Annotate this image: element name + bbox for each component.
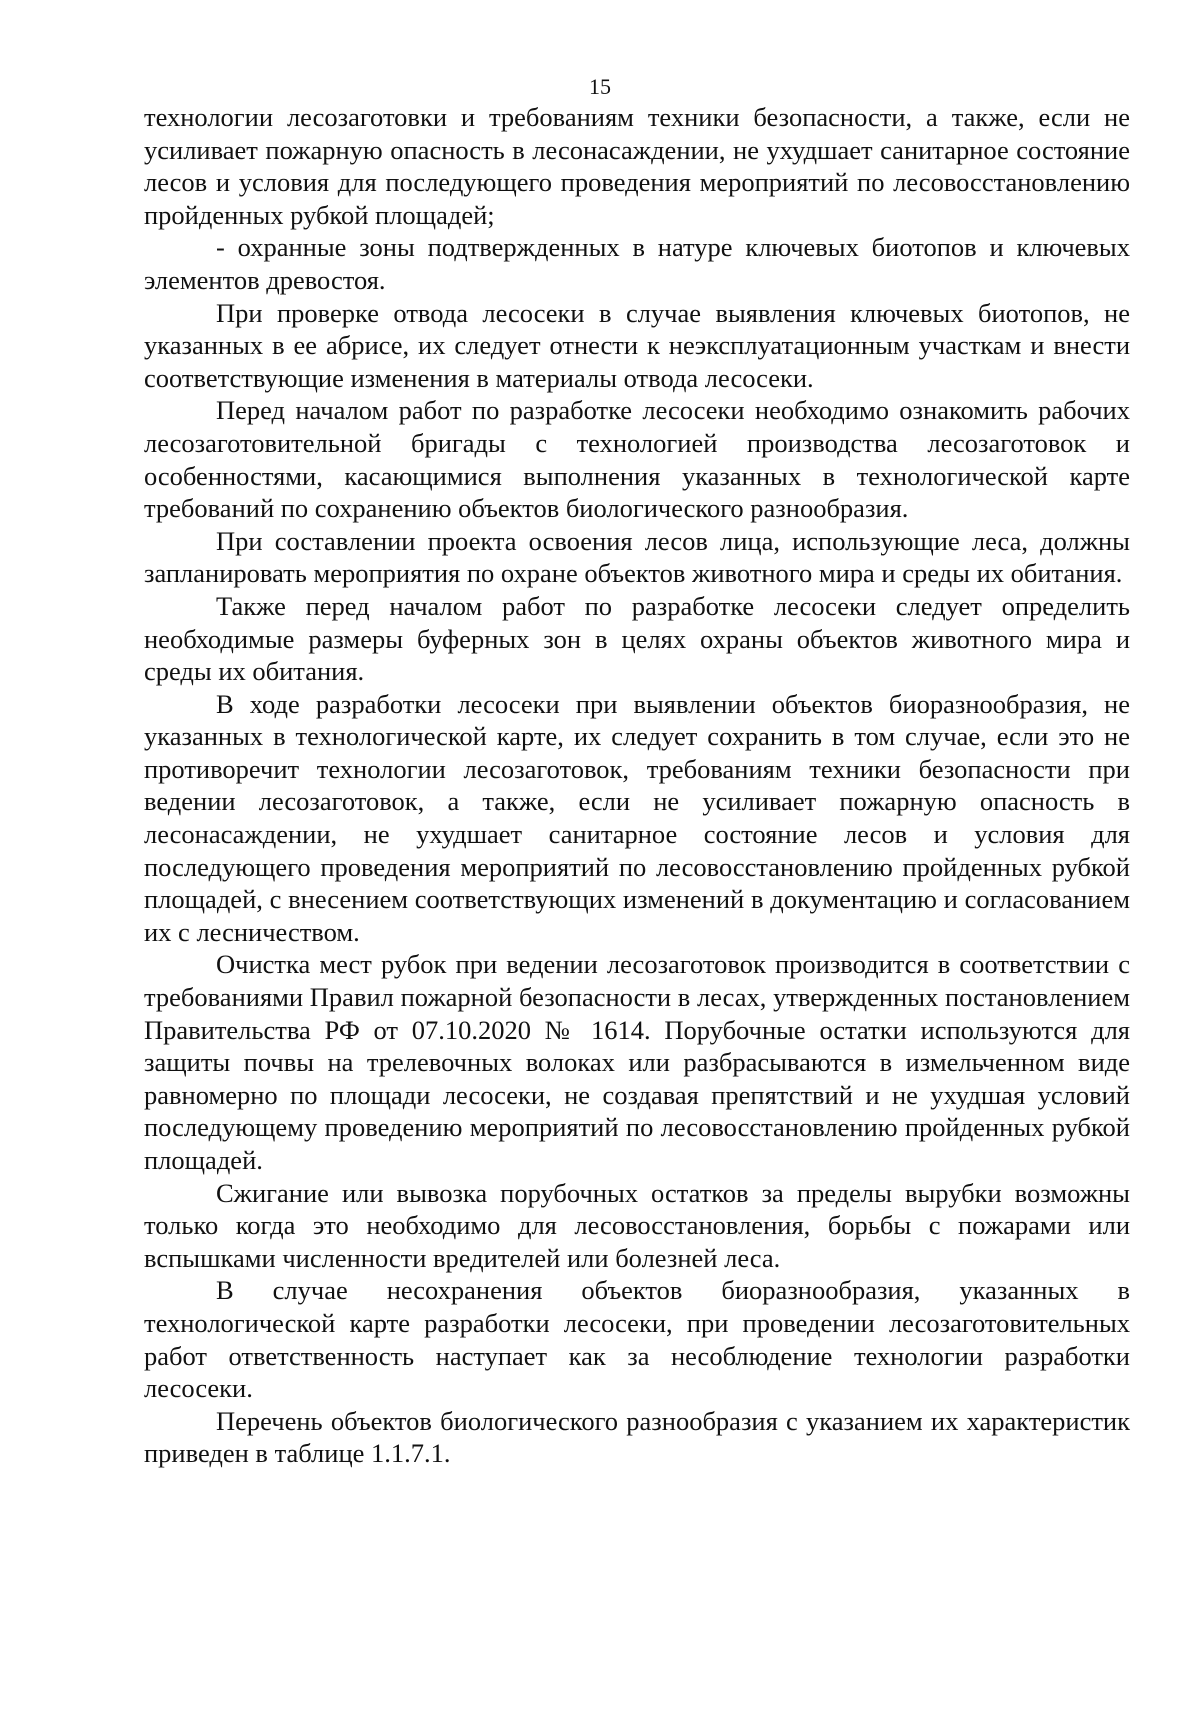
paragraph-residue-burning: Сжигание или вывозка порубочных остатков за пределы вырубки возможны только когда это необходимо для лесовосстановления, борьбы с пожарами или вспышками численности вредителей или болезней леса. [144, 1177, 1130, 1273]
paragraph-continuation: технологии лесозаготовки и требованиям техники безопасности, а также, если не усиливает пожарную опасность в лесонасаждении, не ухудшает санитарное состояние лесов и условия для последующего проведения мероприятий по лесовосстановлению пройденных рубкой площадей; [144, 102, 1130, 230]
page-number: 15 [589, 74, 611, 99]
paragraph-bullet-protection-zones: - охранные зоны подтвержденных в натуре ключевых биотопов и ключевых элементов древостоя. [144, 232, 1130, 295]
paragraph-biodiversity-preservation: В ходе разработки лесосеки при выявлении объектов биоразнообразия, не указанных в технологической карте, их следует сохранить в том случае, если это не противоречит технологии лесозаготовок, требованиям техники безопасности при ведении лесозаготовок, а также, если не усиливает пожарную опасность в лесонасаждении, не ухудшает санитарное состояние лесов и условия для последующего проведения мероприятий по лесовосстановлению пройденных рубкой площадей, с внесением соответствующих изменений в документацию и согласованием их с лесничеством. [144, 688, 1130, 947]
paragraph-cutting-cleanup: Очистка мест рубок при ведении лесозаготовок производится в соответствии с требованиями Правил пожарной безопасности в лесах, утвержденных постановлением Правительства РФ от 07.10.2020 № 1614. Порубочные остатки используются для защиты почвы на трелевочных волоках или разбрасываются в измельченном виде равномерно по площади лесосеки, не создавая препятствий и не ухудшая условий последующему проведению мероприятий по лесовосстановлению пройденных рубкой площадей. [144, 949, 1130, 1175]
paragraph-biotope-check: При проверке отвода лесосеки в случае выявления ключевых биотопов, не указанных в ее абрисе, их следует отнести к неэксплуатационным участкам и внести соответствующие изменения в материалы отвода лесосеки. [144, 297, 1130, 393]
paragraph-forest-project: При составлении проекта освоения лесов лица, использующие леса, должны запланировать мероприятия по охране объектов животного мира и среды их обитания. [144, 525, 1130, 589]
paragraph-responsibility: В случае несохранения объектов биоразнообразия, указанных в технологической карте разработки лесосеки, при проведении лесозаготовительных работ ответственность наступает как за несоблюдение технологии разработки лесосеки. [144, 1275, 1130, 1404]
document-body [144, 101, 1130, 1470]
paragraph-worker-briefing: Перед началом работ по разработке лесосеки необходимо ознакомить рабочих лесозаготовительной бригады с технологией производства лесозаготовок и особенностями, касающимися выполнения указанных в технологической карте требований по сохранению объектов биологического разнообразия. [144, 395, 1130, 524]
paragraph-buffer-zones: Также перед началом работ по разработке лесосеки следует определить необходимые размеры буферных зон в целях охраны объектов животного мира и среды их обитания. [144, 590, 1130, 687]
paragraph-table-reference: Перечень объектов биологического разнообразия с указанием их характеристик приведен в таблице 1.1.7.1. [144, 1405, 1130, 1469]
